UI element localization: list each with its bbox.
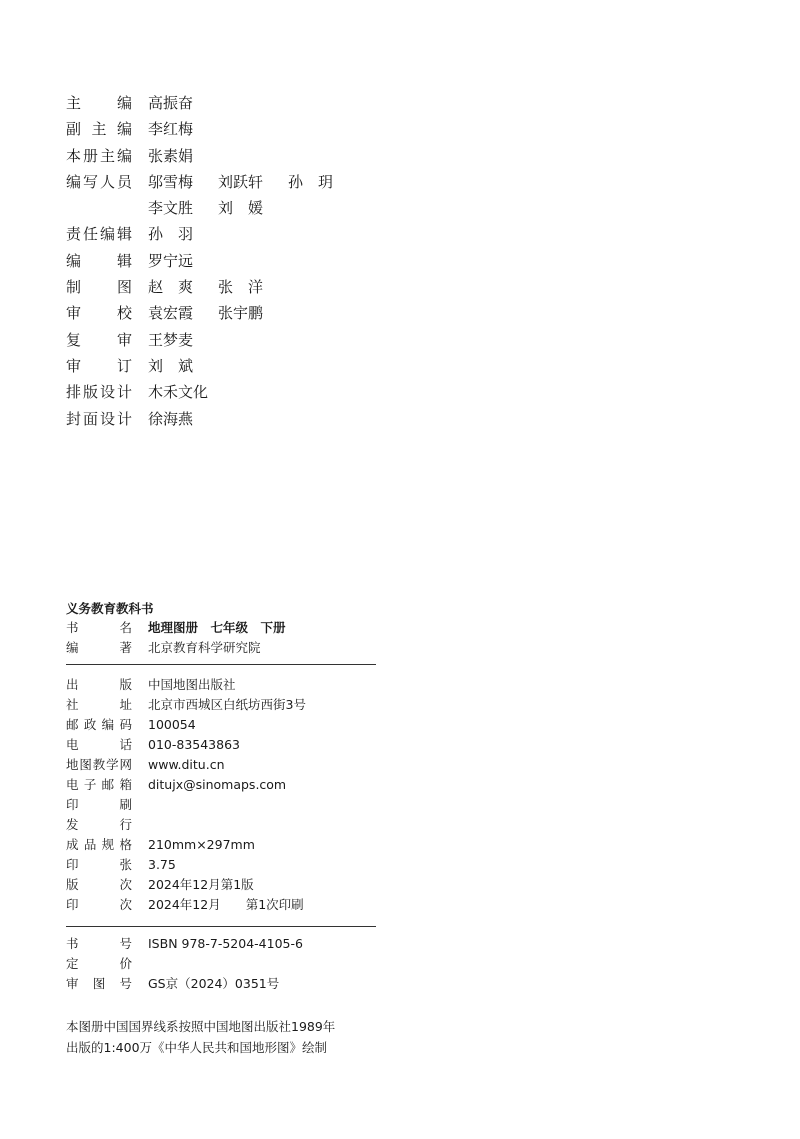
credit-role: 制 图 xyxy=(66,278,132,297)
credit-name: 刘 斌 xyxy=(148,356,194,375)
credit-names xyxy=(148,274,288,300)
note-line: 本图册中国国界线系按照中国地图出版社1989年 xyxy=(66,1019,336,1034)
series-title: 义务教育教科书 xyxy=(66,601,154,616)
note-line: 出版的1:400万《中华人民共和国地形图》绘制 xyxy=(66,1040,328,1055)
credit-name: 张 洋 xyxy=(218,278,264,297)
credit-name: 张素娟 xyxy=(148,146,194,165)
publication-label: 出 版 xyxy=(66,677,132,692)
credit-role: 封面设计 xyxy=(66,409,132,428)
isbn-label: 审图号 xyxy=(66,976,132,991)
credit-name: 邬雪梅 xyxy=(148,172,194,191)
credit-names xyxy=(148,116,218,142)
isbn-value: ISBN 978-7-5204-4105-6 xyxy=(148,936,303,951)
credit-name: 孙 羽 xyxy=(148,225,194,244)
credit-role: 责任编辑 xyxy=(66,225,132,244)
publication-label: 发 行 xyxy=(66,817,132,832)
publication-label: 地图教学网 xyxy=(66,757,132,772)
book-author-label: 编 著 xyxy=(66,640,132,655)
credit-name: 孙 玥 xyxy=(288,172,334,191)
credit-role: 复 审 xyxy=(66,330,132,349)
publication-label: 印 刷 xyxy=(66,797,132,812)
publication-label: 邮政编码 xyxy=(66,717,132,732)
publication-value: 2024年12月第1版 xyxy=(148,877,254,892)
divider-rule xyxy=(66,664,376,665)
credit-names xyxy=(148,143,218,169)
credit-name: 刘 媛 xyxy=(218,199,264,218)
publication-value: 210mm×297mm xyxy=(148,837,255,852)
credit-role: 排版设计 xyxy=(66,383,132,402)
publication-label: 印 张 xyxy=(66,857,132,872)
credit-name: 赵 爽 xyxy=(148,278,194,297)
publication-label: 印 次 xyxy=(66,897,132,912)
credit-role: 本册主编 xyxy=(66,146,132,165)
credit-name: 袁宏霞 xyxy=(148,304,194,323)
credit-name: 刘跃轩 xyxy=(218,172,264,191)
publication-value: 2024年12月 第1次印刷 xyxy=(148,897,304,912)
credit-name: 李红梅 xyxy=(148,120,194,139)
publication-value: 100054 xyxy=(148,717,196,732)
credit-role: 审 校 xyxy=(66,304,132,323)
divider-rule xyxy=(66,926,376,927)
border-note xyxy=(66,1016,376,1058)
credit-name: 张宇鹏 xyxy=(218,304,264,323)
publication-value: 010-83543863 xyxy=(148,737,240,752)
credit-names xyxy=(148,353,218,379)
publication-label: 版 次 xyxy=(66,877,132,892)
publication-label: 电子邮箱 xyxy=(66,777,132,792)
credit-names xyxy=(148,195,288,221)
book-title-value: 地理图册 七年级 下册 xyxy=(148,620,286,635)
credit-names xyxy=(148,169,355,195)
credit-role: 审 订 xyxy=(66,356,132,375)
credit-name: 高振奋 xyxy=(148,94,194,112)
credit-names xyxy=(148,248,218,274)
credit-names xyxy=(148,300,288,326)
publication-label: 社 址 xyxy=(66,697,132,712)
isbn-value: GS京（2024）0351号 xyxy=(148,976,280,991)
credit-name: 罗宁远 xyxy=(148,251,194,270)
credit-name: 李文胜 xyxy=(148,199,194,218)
credit-name: 王梦麦 xyxy=(148,330,194,349)
credit-name: 徐海燕 xyxy=(148,409,194,428)
credit-names xyxy=(148,406,218,432)
publication-label: 成品规格 xyxy=(66,837,132,852)
credit-role: 副主编 xyxy=(66,120,132,139)
publication-value: 3.75 xyxy=(148,857,176,872)
isbn-label: 书 号 xyxy=(66,936,132,951)
credit-names xyxy=(148,379,218,405)
publication-value: ditujx@sinomaps.com xyxy=(148,777,287,792)
book-author-value: 北京教育科学研究院 xyxy=(148,640,261,655)
credit-role: 编写人员 xyxy=(66,172,132,191)
credit-names xyxy=(148,221,218,247)
publication-label: 电 话 xyxy=(66,737,132,752)
book-title-label: 书 名 xyxy=(66,620,132,635)
publication-value: www.ditu.cn xyxy=(148,757,225,772)
credit-names xyxy=(148,90,218,116)
credit-role: 编 辑 xyxy=(66,251,132,270)
isbn-label: 定 价 xyxy=(66,956,132,971)
publication-value: 中国地图出版社 xyxy=(148,677,236,692)
credit-names xyxy=(148,327,218,353)
credit-role: 主 编 xyxy=(66,94,132,112)
publication-value: 北京市西城区白纸坊西街3号 xyxy=(148,697,306,712)
credit-name: 木禾文化 xyxy=(148,383,209,402)
